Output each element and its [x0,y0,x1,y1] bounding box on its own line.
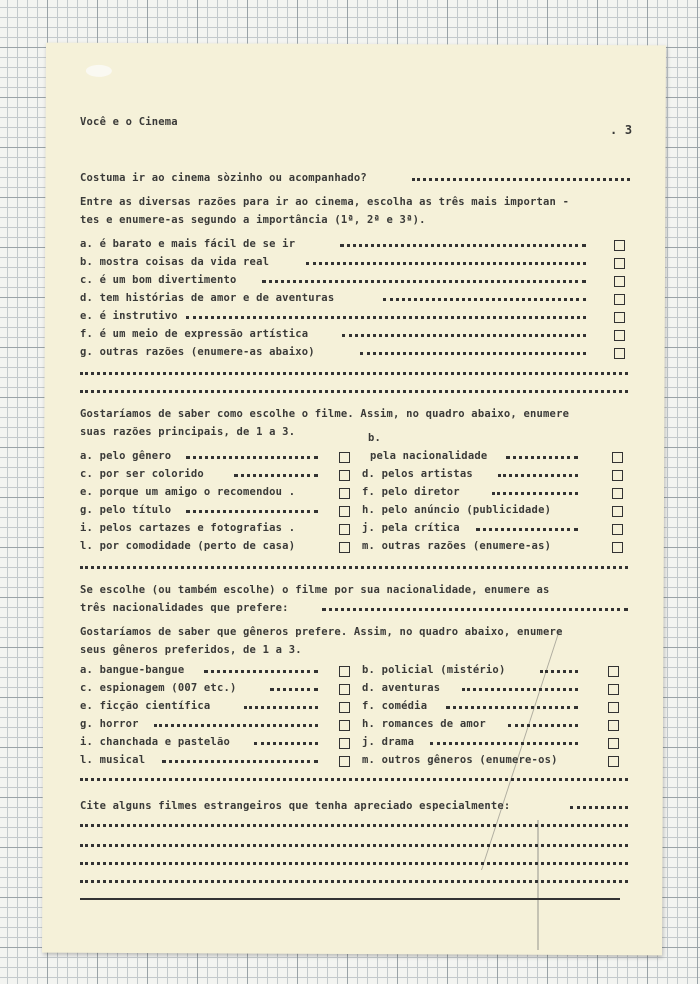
leader-dots [340,244,586,247]
leader-dots [244,706,318,709]
q5-checkbox-b[interactable] [608,666,619,677]
q5-left-option: i. chanchada e pastelão [80,736,230,748]
q5-checkbox-j[interactable] [608,738,619,749]
q2-checkbox-f[interactable] [614,330,625,341]
leader-dots [342,334,586,337]
q3-right-option: d. pelos artistas [362,468,473,480]
leader-dots [306,262,586,265]
leader-dots [262,280,586,283]
question-3-intro: Gostaríamos de saber como escolhe o filme. Assim, no quadro abaixo, enumere [80,408,570,420]
answer-line[interactable] [80,372,628,375]
q5-checkbox-f[interactable] [608,702,619,713]
q5-checkbox-d[interactable] [608,684,619,695]
q3-checkbox-a[interactable] [339,452,350,463]
q5-right-option: f. comédia [362,700,428,712]
q5-right-option: b. policial (mistério) [362,664,506,676]
q2-option-label: g. outras razões (enumere-as abaixo) [80,346,315,358]
q2-option-label: f. é um meio de expressão artística [80,328,309,340]
q5-left-option: e. ficção científica [80,700,211,712]
leader-dots [476,528,578,531]
leader-dots [154,724,318,727]
leader-dots [446,706,578,709]
q3-checkbox-i[interactable] [339,524,350,535]
answer-line[interactable] [80,566,628,569]
q3-checkbox-e[interactable] [339,488,350,499]
paper-crease-lower [537,820,539,950]
q3-left-option: a. pelo gênero [80,450,172,462]
q3-left-option: l. por comodidade (perto de casa) [80,540,296,552]
answer-line[interactable] [322,608,628,611]
q5-right-option: h. romances de amor [362,718,486,730]
q3-checkbox-j[interactable] [612,524,623,535]
q3-left-option: e. porque um amigo o recomendou . [80,486,296,498]
answer-line[interactable] [80,390,628,393]
q3-checkbox-f[interactable] [612,488,623,499]
leader-dots [254,742,318,745]
q2-checkbox-c[interactable] [614,276,625,287]
question-2-intro: Entre as diversas razões para ir ao cinema, escolha as três mais importan - [80,196,570,208]
leader-dots [498,474,578,477]
question-5-intro: seus gêneros preferidos, de 1 a 3. [80,644,302,656]
q3-right-option: j. pela crítica [362,522,460,534]
q5-left-option: a. bangue-bangue [80,664,185,676]
q5-left-option: g. horror [80,718,139,730]
question-5-intro: Gostaríamos de saber que gêneros prefere. Assim, no quadro abaixo, enumere [80,626,563,638]
q2-option-label: d. tem histórias de amor e de aventuras [80,292,335,304]
leader-dots [234,474,318,477]
q3-left-option: i. pelos cartazes e fotografias . [80,522,296,534]
leader-dots [506,456,578,459]
closing-rule [80,898,620,900]
q3-checkbox-m[interactable] [612,542,623,553]
q5-checkbox-h[interactable] [608,720,619,731]
q5-right-option: m. outros gêneros (enumere-os) [362,754,558,766]
leader-dots [540,670,578,673]
leader-dots [462,688,578,691]
answer-line[interactable] [80,824,628,827]
paper-tear-mark [86,65,112,77]
q5-checkbox-m[interactable] [608,756,619,767]
q3-checkbox-l[interactable] [339,542,350,553]
answer-line[interactable] [80,862,628,865]
q2-option-label: a. é barato e mais fácil de se ir [80,238,296,250]
q2-checkbox-g[interactable] [614,348,625,359]
answer-line[interactable] [80,844,628,847]
q2-option-label: e. é instrutivo [80,310,178,322]
answer-line[interactable] [80,880,628,883]
question-6-text: Cite alguns filmes estrangeiros que tenha apreciado especialmente: [80,800,511,812]
q3-left-option: g. pelo título [80,504,172,516]
leader-dots [508,724,578,727]
q5-checkbox-a[interactable] [339,666,350,677]
q2-checkbox-a[interactable] [614,240,625,251]
q3-checkbox-g[interactable] [339,506,350,517]
q3-b-marker: b. [368,432,382,444]
leader-dots [383,298,586,301]
answer-line[interactable] [412,178,630,181]
q5-checkbox-l[interactable] [339,756,350,767]
q5-checkbox-e[interactable] [339,702,350,713]
q5-checkbox-g[interactable] [339,720,350,731]
page-number: . 3 [610,123,633,137]
q5-right-option: d. aventuras [362,682,441,694]
leader-dots [186,456,318,459]
q3-left-option: c. por ser colorido [80,468,204,480]
question-1-text: Costuma ir ao cinema sòzinho ou acompanhado? [80,172,367,184]
q5-left-option: c. espionagem (007 etc.) [80,682,237,694]
q2-option-label: b. mostra coisas da vida real [80,256,270,268]
answer-line[interactable] [80,778,628,781]
q3-right-option: h. pelo anúncio (publicidade) [362,504,552,516]
leader-dots [162,760,318,763]
q5-left-option: l. musical [80,754,146,766]
leader-dots [186,510,318,513]
q5-checkbox-c[interactable] [339,684,350,695]
question-4-text: Se escolhe (ou também escolhe) o filme por sua nacionalidade, enumere as [80,584,550,596]
question-4-text: três nacionalidades que prefere: [80,602,289,614]
q3-checkbox-d[interactable] [612,470,623,481]
leader-dots [186,316,586,319]
question-2-intro: tes e enumere-as segundo a importância (1ª, 2ª e 3ª). [80,214,426,226]
leader-dots [492,492,578,495]
leader-dots [430,742,578,745]
q2-checkbox-e[interactable] [614,312,625,323]
q3-right-option: f. pelo diretor [362,486,460,498]
leader-dots [360,352,586,355]
q3-checkbox-h[interactable] [612,506,623,517]
q2-checkbox-d[interactable] [614,294,625,305]
leader-dots [204,670,318,673]
q2-checkbox-b[interactable] [614,258,625,269]
q5-right-option: j. drama [362,736,415,748]
q5-checkbox-i[interactable] [339,738,350,749]
q3-checkbox-b[interactable] [612,452,623,463]
answer-line[interactable] [570,806,628,809]
question-3-intro: suas razões principais, de 1 a 3. [80,426,296,438]
q3-right-option: m. outras razões (enumere-as) [362,540,552,552]
q3-right-option: pela nacionalidade [370,450,488,462]
q3-checkbox-c[interactable] [339,470,350,481]
leader-dots [270,688,318,691]
page-title: Você e o Cinema [80,116,178,128]
q2-option-label: c. é um bom divertimento [80,274,237,286]
